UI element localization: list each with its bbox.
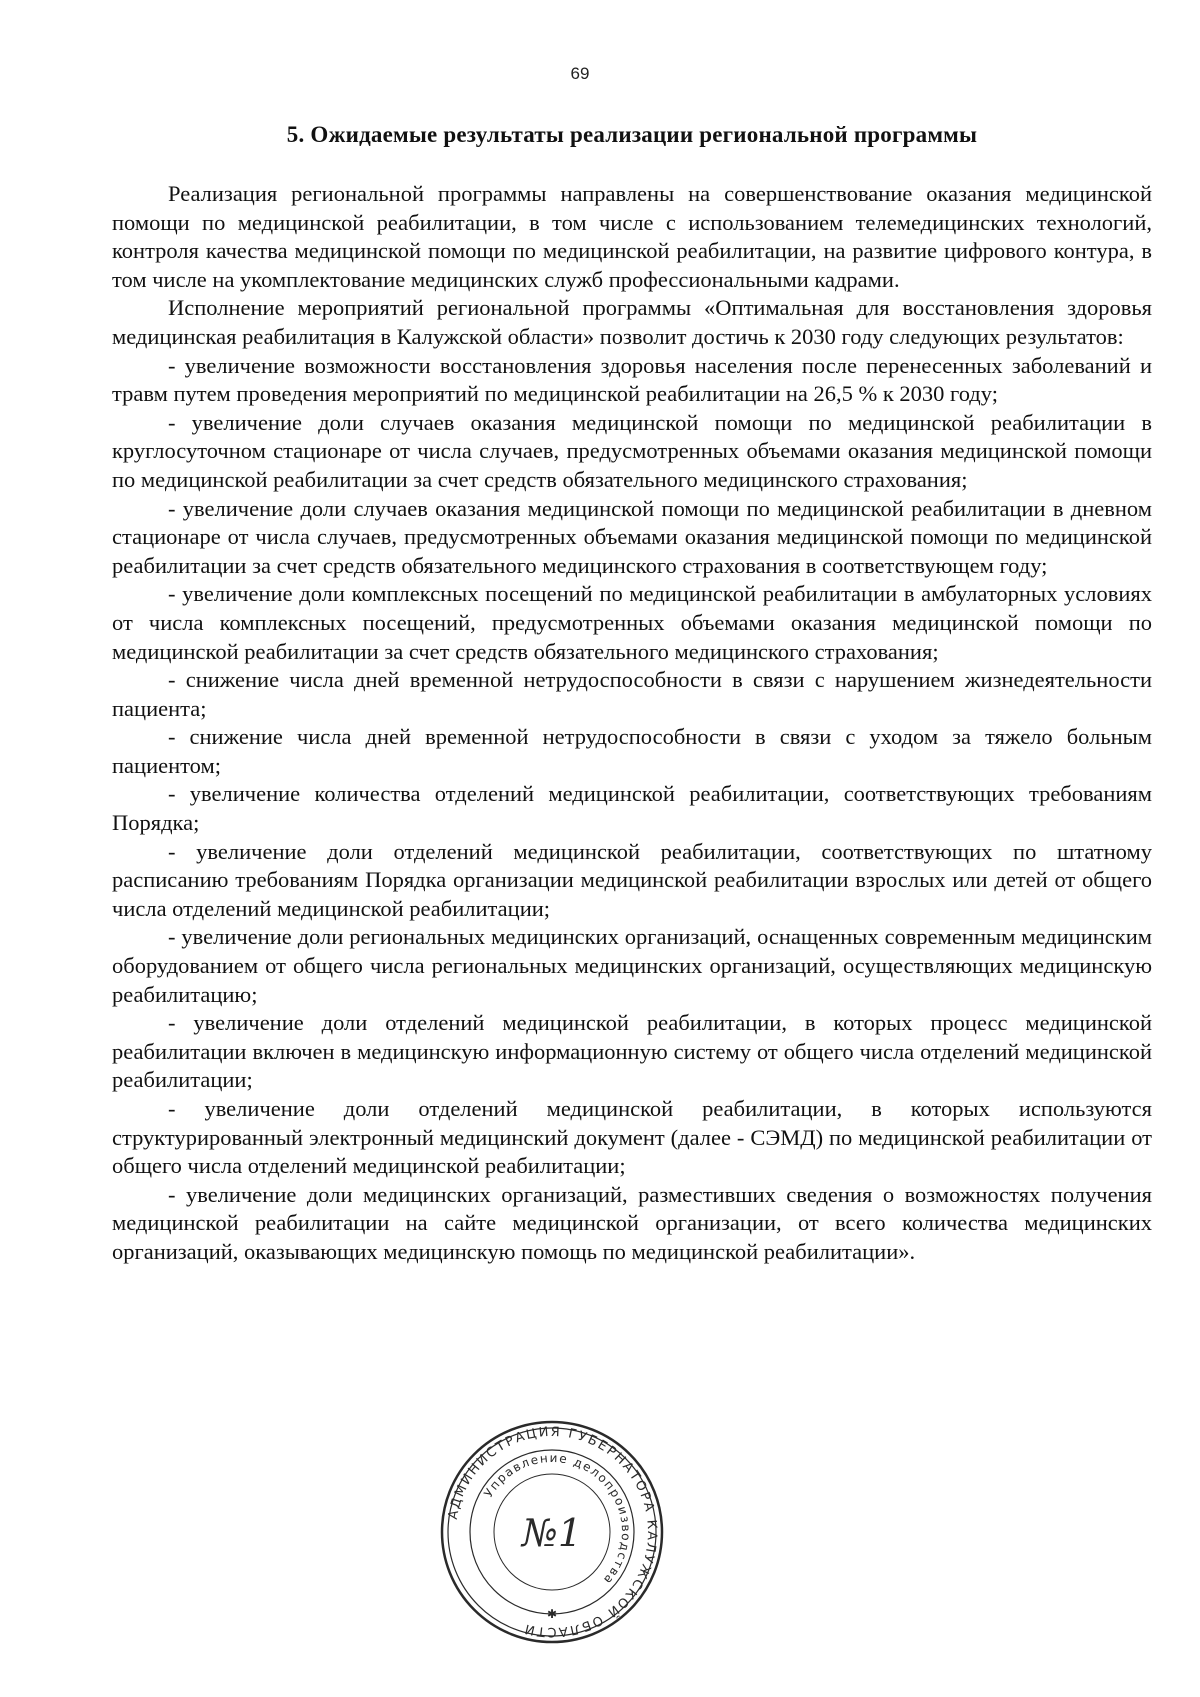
- list-item-result: - увеличение доли случаев оказания медицинской помощи по медицинской реабилитации в дневном стационаре от числа случаев, предусмотренных объемами оказания медицинской помощи по медицинской реабилитации за счет средств обязательного медицинского страхования в соответствующем году;: [112, 495, 1152, 578]
- page-number: 69: [570, 64, 590, 83]
- list-item-result: - снижение числа дней временной нетрудоспособности в связи с уходом за тяжело больным пациентом;: [112, 724, 1152, 778]
- seal-number: №1: [521, 1511, 583, 1555]
- seal-graphic: [438, 1418, 666, 1646]
- list-item-result: - увеличение количества отделений медицинской реабилитации, соответствующих требованиям Порядка;: [112, 781, 1152, 836]
- list-item-result: - увеличение доли комплексных посещений по медицинской реабилитации в амбулаторных условиях от числа комплексных посещений, предусмотренных объемами оказания медицинской помощи по медицинской реабилитации за счет средств обязательного медицинского страхования;: [112, 581, 1152, 664]
- seal-outer-text: АДМИНИСТРАЦИЯ ГУБЕРНАТОРА КАЛУЖСКОЙ ОБЛАСТИ: [445, 1424, 660, 1640]
- seal-inner-text: Управление делопроизводства: [481, 1450, 634, 1588]
- section-heading: 5. Ожидаемые результаты реализации региональной программы: [286, 122, 978, 147]
- list-item-result: - увеличение доли отделений медицинской реабилитации, в которых используются структурированный электронный медицинский документ (далее - СЭМД) по медицинской реабилитации от общего числа отделений медицинской реабилитации;: [112, 1096, 1152, 1179]
- list-item-result: - увеличение доли региональных медицинских организаций, оснащенных современным медицинским оборудованием от общего числа региональных медицинских организаций, осуществляющих медицинскую реабилитацию;: [112, 924, 1152, 1007]
- list-item-result: - увеличение доли отделений медицинской реабилитации, соответствующих по штатному расписанию требованиям Порядка организации медицинской реабилитации взрослых или детей от общего числа отделений медицинской реабилитации;: [112, 838, 1152, 921]
- official-seal-stamp: [438, 1418, 666, 1646]
- list-item-result: - увеличение доли отделений медицинской реабилитации, в которых процесс медицинской реабилитации включен в медицинскую информационную систему от общего числа отделений медицинской реабилитации;: [112, 1010, 1152, 1093]
- list-item-result: - снижение числа дней временной нетрудоспособности в связи с нарушением жизнедеятельности пациента;: [112, 667, 1152, 721]
- list-item-result: - увеличение возможности восстановления здоровья населения после перенесенных заболеваний и травм путем проведения мероприятий по медицинской реабилитации на 26,5 % к 2030 году;: [112, 352, 1152, 407]
- document-body: [112, 180, 1152, 1267]
- paragraph-intro: Реализация региональной программы направлены на совершенствование оказания медицинской помощи по медицинской реабилитации, в том числе с использованием телемедицинских технологий, контроля качества медицинской помощи по медицинской реабилитации, на развитие цифрового контура, в том числе на укомплектование медицинских служб профессиональными кадрами.: [112, 181, 1152, 292]
- seal-star-icon: ✱: [546, 1607, 558, 1621]
- list-item-result: - увеличение доли медицинских организаций, разместивших сведения о возможностях получения медицинской реабилитации на сайте медицинской организации, от всего количества медицинских организаций, оказывающих медицинскую помощь по медицинской реабилитации».: [112, 1181, 1152, 1264]
- list-item-result: - увеличение доли случаев оказания медицинской помощи по медицинской реабилитации в круглосуточном стационаре от числа случаев, предусмотренных объемами оказания медицинской помощи по медицинской реабилитации за счет средств обязательного медицинского страхования;: [112, 409, 1152, 492]
- paragraph-program-execution: Исполнение мероприятий региональной программы «Оптимальная для восстановления здоровья медицинская реабилитация в Калужской области» позволит достичь к 2030 году следующих результатов:: [112, 295, 1152, 349]
